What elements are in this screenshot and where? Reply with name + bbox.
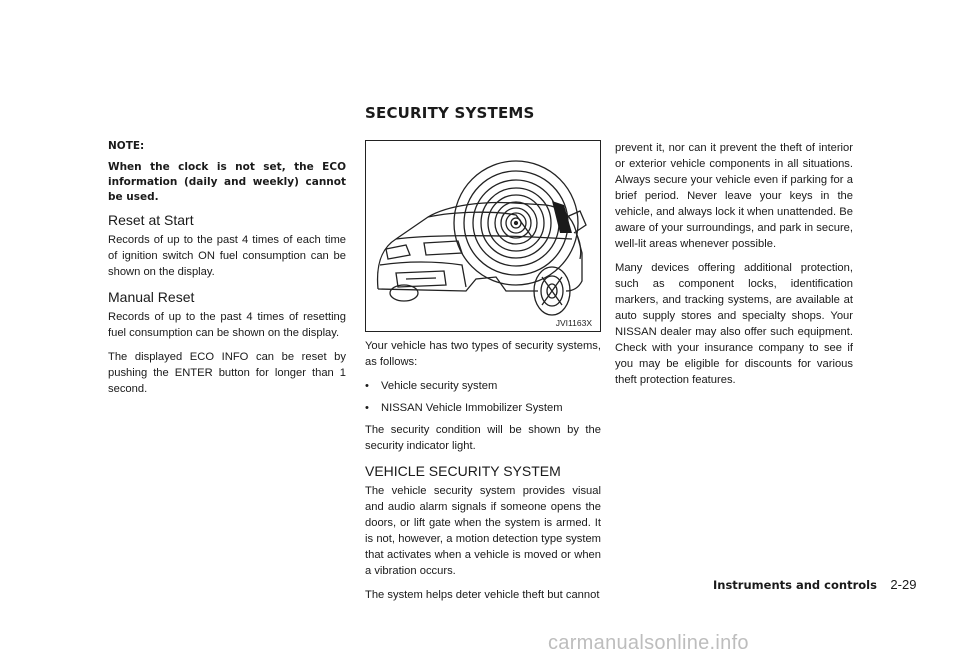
paragraph-vss-1: The vehicle security system provides visual and audio alarm signals if someone opens the doors, or lift gate when the system is armed. It is not, however, a motion detection type system that activates when a vehicle is moved or when a vibration occurs. <box>365 485 601 577</box>
security-illustration <box>365 140 601 332</box>
paragraph-indicator: The security condition will be shown by the security indicator light. <box>365 424 601 452</box>
paragraph-theft-1: prevent it, nor can it prevent the theft of interior or exterior vehicle components in all situations. Always secure your vehicle even if parking for a brief period. Never leave your keys in the vehicle, and always lock it when unattended. Be aware of your surroundings, and park in secure, well-lit areas whenever possible. <box>615 142 853 250</box>
list-item <box>365 400 601 416</box>
paragraph-vss-2: The system helps deter vehicle theft but cannot <box>365 589 600 601</box>
security-types-list <box>365 378 601 416</box>
note-heading: NOTE: <box>108 140 145 152</box>
heading-vehicle-security-system: VEHICLE SECURITY SYSTEM <box>365 463 561 479</box>
paragraph-reset-at-start: Records of up to the past 4 times of each time of ignition switch ON fuel consumption can be shown on the display. <box>108 234 346 278</box>
figure-code: JVI1163X <box>555 318 592 328</box>
heading-reset-at-start: Reset at Start <box>108 212 194 228</box>
footer-section: Instruments and controls <box>713 578 877 592</box>
bullet-icon: • <box>365 402 369 414</box>
bullet-icon: • <box>365 380 369 392</box>
watermark: carmanualsonline.info <box>548 632 749 654</box>
column-right <box>615 140 853 396</box>
list-item <box>365 378 601 394</box>
paragraph-theft-2: Many devices offering additional protection, such as component locks, identification markers, and tracking systems, are available at auto supply stores and specialty shops. Your NISSAN dealer may also offer such equipment. Check with your insurance company to see if you may be eligible for discounts for various theft protection features. <box>615 262 853 386</box>
list-item-text: Vehicle security system <box>381 380 498 392</box>
heading-manual-reset: Manual Reset <box>108 289 195 305</box>
page-title: SECURITY SYSTEMS <box>365 104 535 122</box>
column-left <box>108 138 346 405</box>
column-middle <box>365 140 601 611</box>
note-body: When the clock is not set, the ECO information (daily and weekly) cannot be used. <box>108 161 346 203</box>
paragraph-manual-reset-2: The displayed ECO INFO can be reset by pushing the ENTER button for longer than 1 second. <box>108 351 346 395</box>
page-footer <box>713 577 916 592</box>
car-security-waves-icon <box>366 141 600 331</box>
paragraph-manual-reset-1: Records of up to the past 4 times of resetting fuel consumption can be shown on the display. <box>108 311 346 339</box>
page-number: 2-29 <box>890 577 917 592</box>
list-item-text: NISSAN Vehicle Immobilizer System <box>381 402 563 414</box>
paragraph-intro: Your vehicle has two types of security systems, as follows: <box>365 340 601 368</box>
